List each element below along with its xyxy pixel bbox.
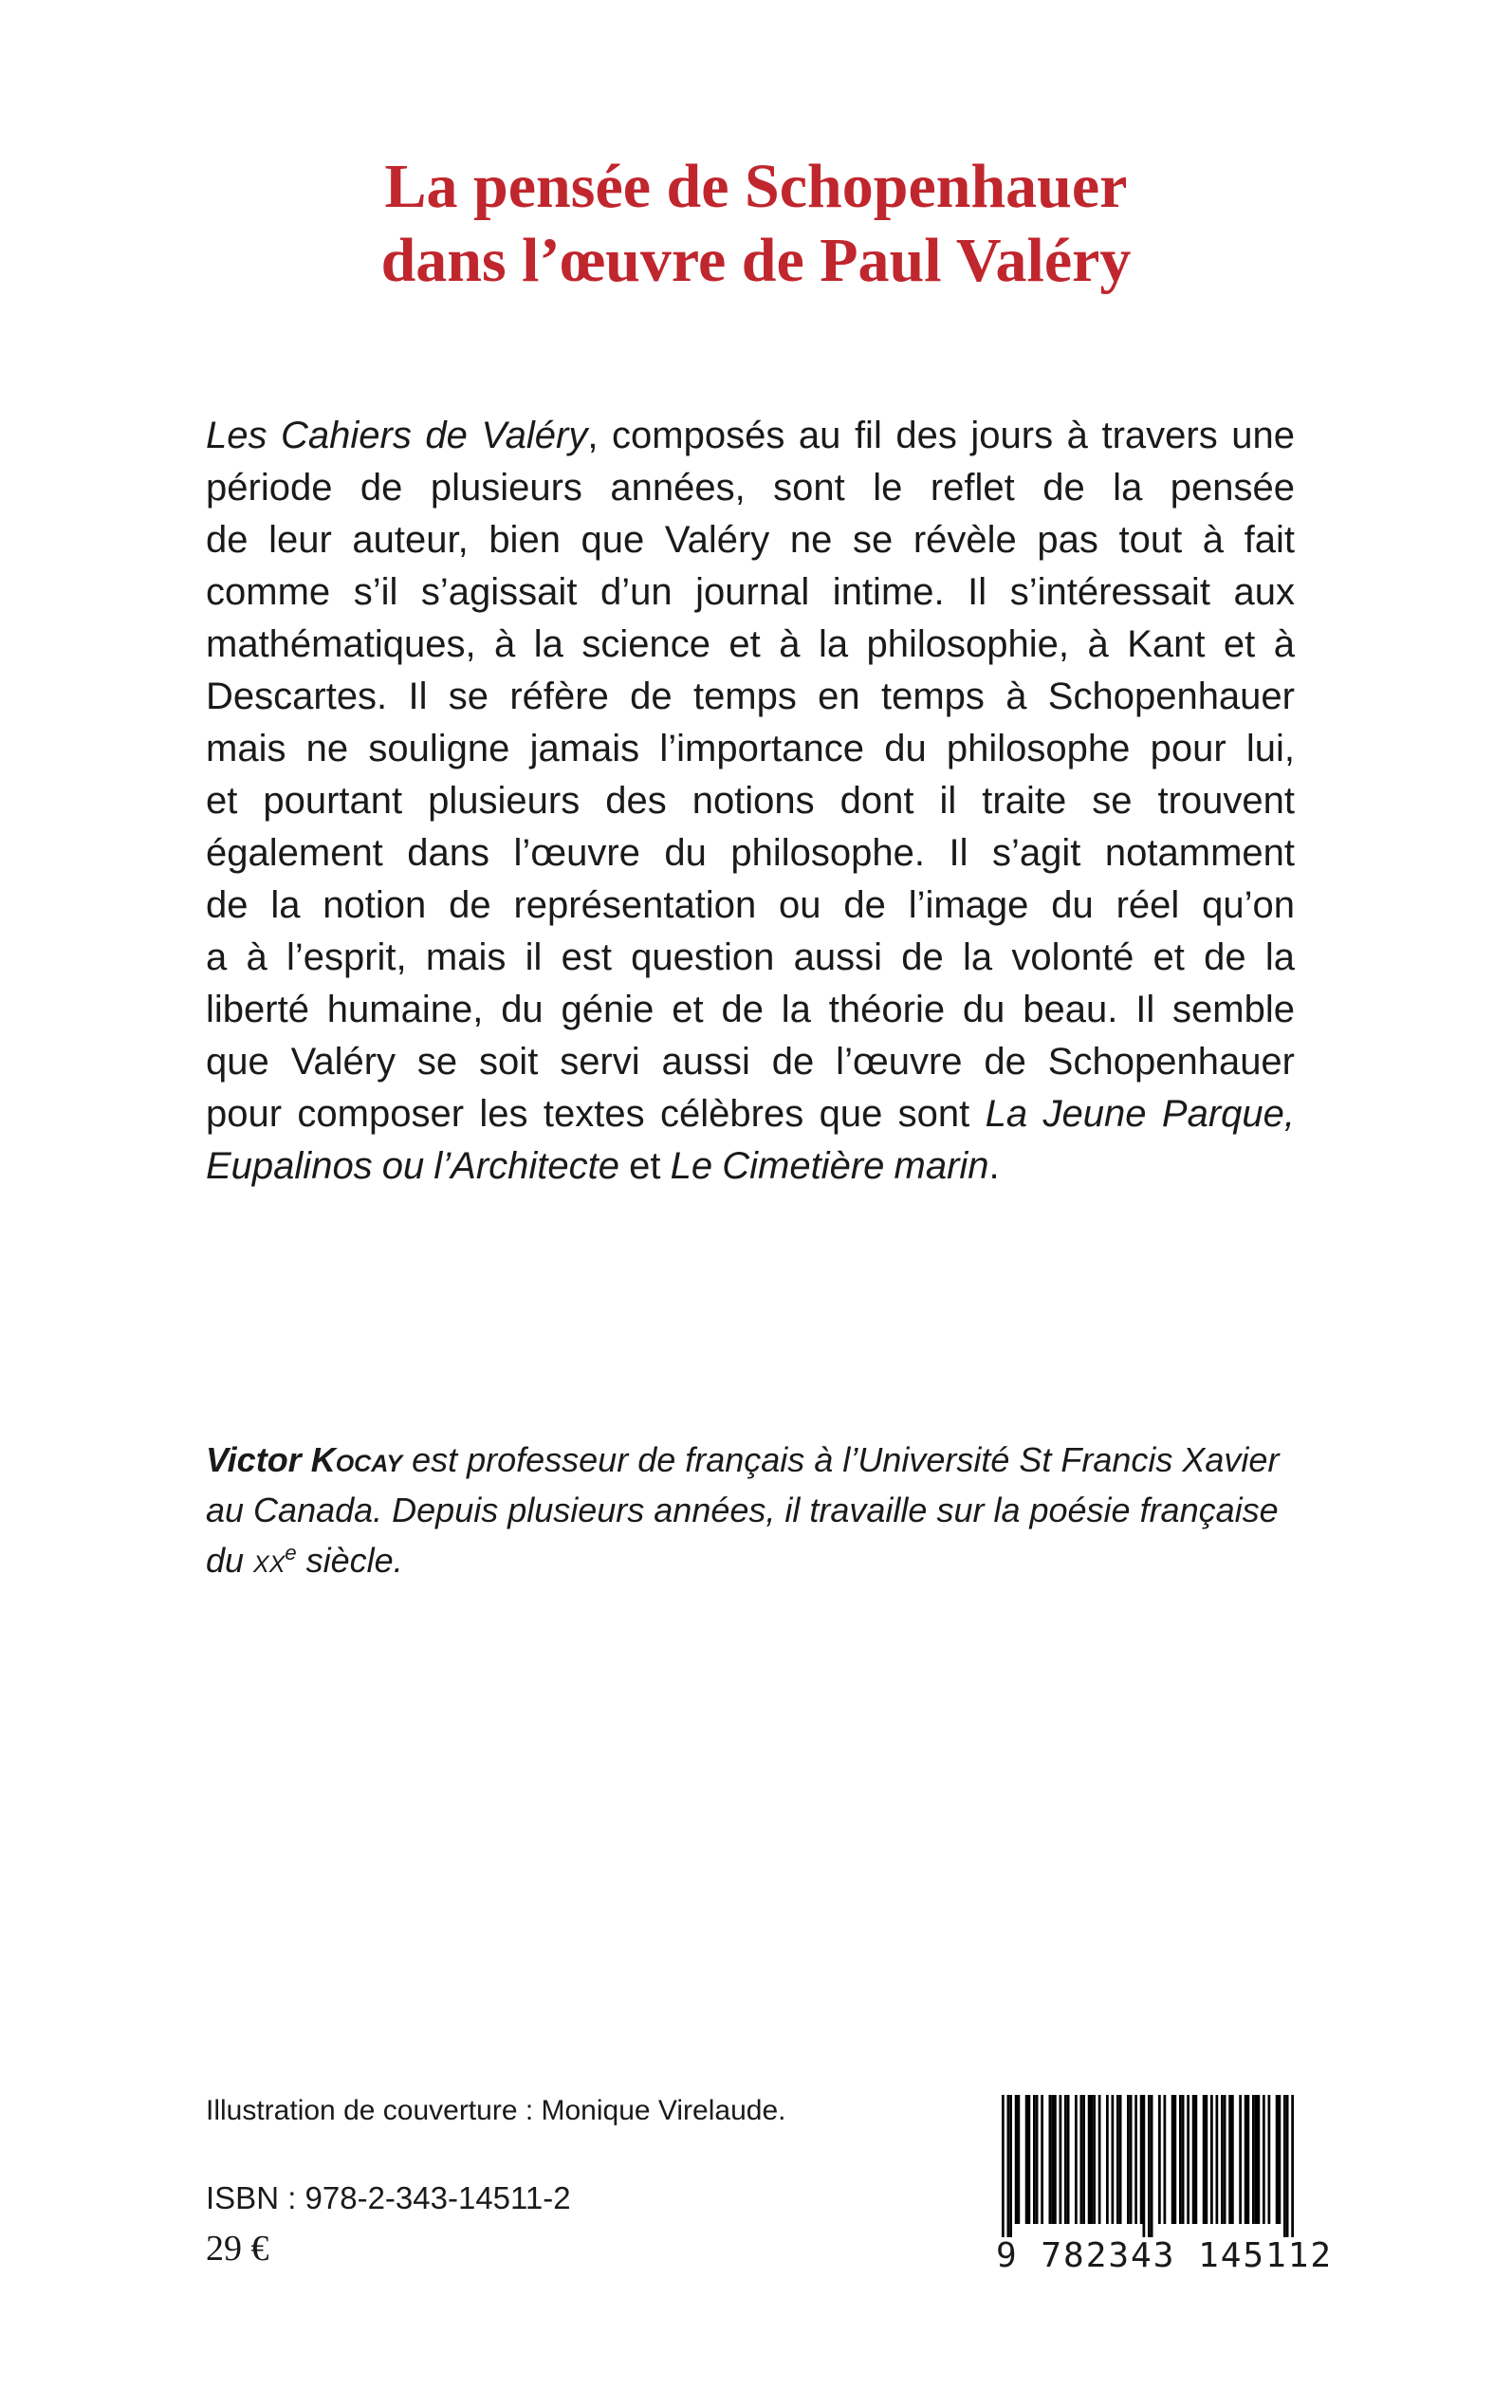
- author-bio-line-3: [206, 1535, 1295, 1585]
- summary-text: [206, 410, 1295, 1193]
- barcode-bar: [1228, 2095, 1231, 2224]
- summary-text-run: de la notion de représentation ou de l’image du réel qu’on: [206, 884, 1295, 926]
- author-last-name: Kocay: [310, 1440, 403, 1479]
- barcode-bar: [1245, 2095, 1247, 2224]
- barcode-bar: [1106, 2095, 1109, 2224]
- summary-text-run: .: [988, 1145, 1000, 1187]
- italic-title: Eupalinos ou l’Architecte: [206, 1145, 620, 1187]
- summary-text-run: a à l’esprit, mais il est question aussi de la volonté et de la: [206, 936, 1295, 978]
- barcode-bar: [1164, 2095, 1167, 2224]
- cover-illustration-credit: Illustration de couverture : Monique Virelaude.: [206, 2095, 786, 2126]
- barcode-bar: [1098, 2095, 1101, 2224]
- barcode-bar: [1276, 2095, 1279, 2224]
- author-first-name: Victor: [206, 1440, 302, 1479]
- barcode-bar: [1247, 2095, 1250, 2224]
- summary-line: [206, 775, 1295, 827]
- barcode-bar: [1171, 2095, 1174, 2224]
- barcode-bar: [1064, 2095, 1067, 2224]
- barcode-bar: [1216, 2095, 1219, 2224]
- summary-line: [206, 880, 1295, 932]
- summary-text-run: , composés au fil des jours à travers une: [587, 415, 1295, 456]
- barcode-bar: [1116, 2095, 1119, 2224]
- barcode-bar: [1127, 2095, 1130, 2224]
- barcode-bar: [1007, 2095, 1010, 2237]
- italic-title: Les Cahiers de Valéry: [206, 415, 588, 456]
- price: 29 €: [206, 2229, 269, 2269]
- barcode-bar: [1143, 2095, 1146, 2237]
- barcode-bar: [1051, 2095, 1054, 2224]
- barcode-bar: [1002, 2095, 1005, 2237]
- summary-line: [206, 619, 1295, 671]
- barcode-bar: [1263, 2095, 1265, 2224]
- barcode: [996, 2095, 1334, 2280]
- summary-text-run: de leur auteur, bien que Valéry ne se révèle pas tout à fait: [206, 519, 1295, 561]
- barcode-bar: [1018, 2095, 1021, 2224]
- barcode-bar: [1025, 2095, 1028, 2224]
- barcode-bar: [1187, 2095, 1189, 2224]
- summary-text-run: mathématiques, à la science et à la philosophie, à Kant et à: [206, 623, 1295, 665]
- summary-line: [206, 566, 1295, 619]
- summary-line: [206, 827, 1295, 880]
- summary-text-run: Descartes. Il se réfère de temps en temps à Schopenhauer: [206, 676, 1295, 717]
- barcode-bar: [1093, 2095, 1096, 2224]
- barcode-bar: [1140, 2095, 1143, 2224]
- barcode-bar: [1067, 2095, 1070, 2224]
- summary-line: [206, 462, 1295, 514]
- barcode-bar: [1268, 2095, 1271, 2224]
- summary-text-run: liberté humaine, du génie et de la théorie du beau. Il semble: [206, 989, 1295, 1030]
- barcode-bar: [1080, 2095, 1083, 2224]
- summary-line: [206, 671, 1295, 723]
- title-line-1: La pensée de Schopenhauer: [384, 152, 1128, 221]
- barcode-bar: [1158, 2095, 1161, 2224]
- summary-line: [206, 984, 1295, 1036]
- summary-line: [206, 1036, 1295, 1088]
- barcode-bar: [1033, 2095, 1036, 2224]
- barcode-bar: [1279, 2095, 1282, 2224]
- summary-text-run: et pourtant plusieurs des notions dont il traite se trouvent: [206, 780, 1295, 822]
- barcode-bars: [996, 2095, 1300, 2237]
- barcode-bar: [1009, 2095, 1012, 2237]
- barcode-bar: [1036, 2095, 1039, 2224]
- italic-title: Le Cimetière marin: [670, 1145, 989, 1187]
- barcode-bar: [1130, 2095, 1133, 2224]
- barcode-bar: [1195, 2095, 1198, 2224]
- author-bio: [206, 1435, 1295, 1585]
- barcode-bar: [1049, 2095, 1052, 2224]
- summary-text-run: que Valéry se soit servi aussi de l’œuvre de Schopenhauer: [206, 1041, 1295, 1083]
- summary-line: [206, 1088, 1295, 1140]
- barcode-bar: [1041, 2095, 1043, 2224]
- barcode-bar: [1148, 2095, 1151, 2237]
- summary-line: [206, 723, 1295, 775]
- barcode-bar: [1224, 2095, 1226, 2224]
- barcode-bar: [1252, 2095, 1255, 2224]
- barcode-bar: [1028, 2095, 1031, 2224]
- barcode-digits: 9 782343 145112: [996, 2236, 1334, 2275]
- barcode-bar: [1082, 2095, 1085, 2224]
- bio-text-1: est professeur de français à l’Université St Francis Xavier: [402, 1440, 1280, 1479]
- barcode-bar: [1015, 2095, 1018, 2224]
- summary-line: [206, 1140, 1295, 1193]
- summary-text-run: période de plusieurs années, sont le reflet de la pensée: [206, 467, 1295, 509]
- century: xx: [253, 1541, 286, 1580]
- author-name: [206, 1440, 402, 1479]
- summary-line: [206, 514, 1295, 566]
- bio-text-3-post: siècle.: [296, 1541, 403, 1580]
- title-line-2: dans l’œuvre de Paul Valéry: [380, 226, 1132, 295]
- barcode-bar: [1206, 2095, 1208, 2224]
- bio-text-3-pre: du: [206, 1541, 254, 1580]
- isbn: ISBN : 978-2-343-14511-2: [206, 2180, 571, 2215]
- barcode-bar: [1221, 2095, 1224, 2224]
- barcode-bar: [1291, 2095, 1294, 2237]
- barcode-bar: [1210, 2095, 1213, 2224]
- summary-text-run: également dans l’œuvre du philosophe. Il s’agit notamment: [206, 832, 1295, 874]
- author-bio-line-2: au Canada. Depuis plusieurs années, il travaille sur la poésie française: [206, 1491, 1279, 1529]
- summary-line: [206, 932, 1295, 984]
- summary-text-run: et: [619, 1145, 671, 1187]
- barcode-bar: [1134, 2095, 1137, 2224]
- barcode-bar: [1203, 2095, 1206, 2224]
- barcode-bar: [1231, 2095, 1234, 2224]
- barcode-bar: [1075, 2095, 1078, 2224]
- barcode-bar: [1151, 2095, 1153, 2237]
- barcode-bar: [1255, 2095, 1258, 2224]
- barcode-bar: [1179, 2095, 1182, 2224]
- author-bio-line-1: [206, 1435, 1295, 1485]
- century-sup: e: [285, 1541, 297, 1565]
- barcode-bar: [1283, 2095, 1286, 2237]
- barcode-bar: [1091, 2095, 1094, 2224]
- summary-text-run: comme s’il s’agissait d’un journal intime. Il s’intéressait aux: [206, 571, 1295, 613]
- barcode-bar: [1060, 2095, 1062, 2224]
- barcode-bar: [1054, 2095, 1057, 2224]
- barcode-bar: [1088, 2095, 1091, 2224]
- summary-line: [206, 410, 1295, 462]
- summary-text-run: mais ne souligne jamais l’importance du philosophe pour lui,: [206, 728, 1295, 769]
- book-title: [0, 150, 1512, 298]
- summary-text-run: pour composer les textes célèbres que sont: [206, 1093, 986, 1135]
- barcode-bar: [1286, 2095, 1289, 2237]
- barcode-bar: [1174, 2095, 1177, 2224]
- italic-title: La Jeune Parque,: [985, 1093, 1295, 1135]
- barcode-bar: [1112, 2095, 1115, 2224]
- barcode-bar: [1239, 2095, 1242, 2224]
- barcode-bar: [1182, 2095, 1185, 2224]
- barcode-bar: [1258, 2095, 1261, 2224]
- barcode-bar: [1119, 2095, 1122, 2224]
- barcode-bar: [1192, 2095, 1195, 2224]
